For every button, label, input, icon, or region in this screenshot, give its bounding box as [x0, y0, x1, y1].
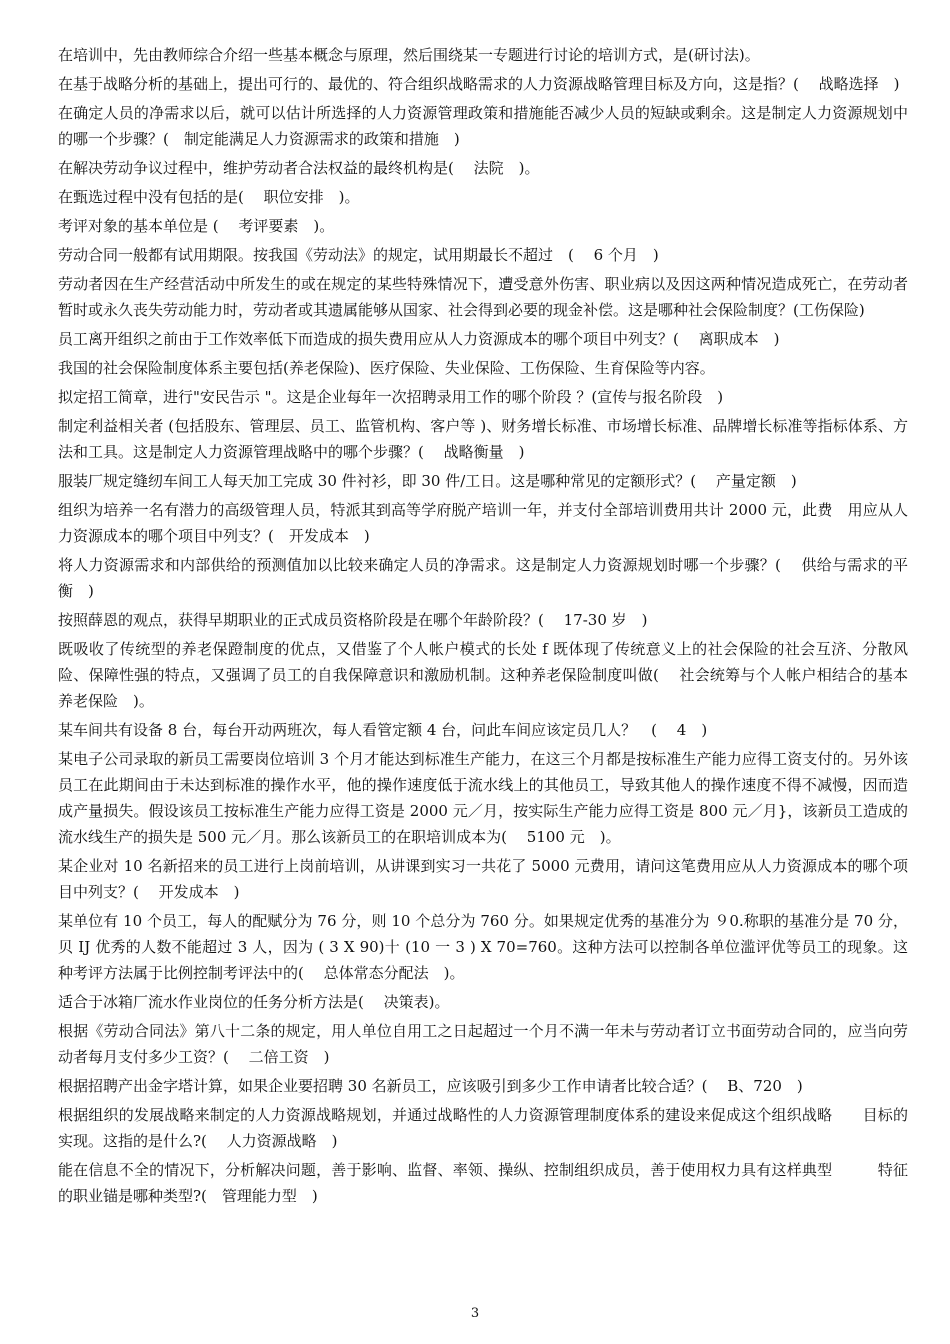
question-19: 某电子公司录取的新员工需要岗位培训 3 个月才能达到标准生产能力，在这三个月都是按标准生产能力应得工资支付的。另外该员工在此期间由于未达到标准的操作水平，他的操作速度低于流水线上的其他员工，导致其他人的操作速度不得不减慢，因而造成产量损失。假设该员工按标准生产能力应得工资是 2000 元／月，按实际生产能力应得工资是 800 元／月}，该新员工造成的流水线生产的损失是 500 元／月。那么该新员工的在职培训成本为( 5100 元 )。 [58, 750, 908, 846]
question-13: 服装厂规定缝纫车间工人每天加工完成 30 件衬衫，即 30 件/工日。这是哪种常见的定额形式？( 产量定额 ) [58, 472, 797, 490]
question-3: 在确定人员的净需求以后，就可以估计所选择的人力资源管理政策和措施能否减少人员的短缺或剩余。这是制定人力资源规划中的哪一个步骤？( 制定能满足人力资源需求的政策和措施 ) [58, 104, 908, 148]
question-20: 某企业对 10 名新招来的员工进行上岗前培训，从讲课到实习一共花了 5000 元费用，请问这笔费用应从人力资源成本的哪个项目中列支？( 开发成本 ) [58, 857, 908, 901]
question-8: 劳动者因在生产经营活动中所发生的或在规定的某些特殊情况下，遭受意外伤害、职业病以及因这两种情况造成死亡，在劳动者暂时或永久丧失劳动能力时，劳动者或其遗属能够从国家、社会得到必要的现金补偿。这是哪种社会保险制度？(工伤保险) [58, 275, 908, 319]
question-24: 根据招聘产出金字塔计算，如果企业要招聘 30 名新员工，应该吸引到多少工作申请者比较合适？( B、720 ) [58, 1077, 803, 1095]
question-2: 在基于战略分析的基础上，提出可行的、最优的、符合组织战略需求的人力资源战略管理目标及方向，这是指？( 战略选择 ) [58, 75, 900, 93]
page-number: 3 [470, 1306, 480, 1321]
question-18: 某车间共有设备 8 台，每台开动两班次，每人看管定额 4 台，问此车间应该定员几人？ ( 4 ) [58, 721, 708, 739]
question-4: 在解决劳动争议过程中，维护劳动者合法权益的最终机构是( 法院 )。 [58, 159, 540, 177]
question-17: 既吸收了传统型的养老保蹬制度的优点，又借鉴了个人帐户模式的长处 f 既体现了传统意义上的社会保险的社会互济、分散风险、保障性强的特点，又强调了员工的自我保障意识和激励机制。这种养老保险制度叫做( 社会统筹与个人帐户相结合的基本养老保险 )。 [58, 640, 908, 710]
question-10: 我国的社会保险制度体系主要包括(养老保险)、医疗保险、失业保险、工伤保险、生育保险等内容。 [58, 359, 715, 377]
question-12: 制定利益相关者 (包括股东、管理层、员工、监管机构、客户等 )、财务增长标准、市场增长标准、品牌增长标准等指标体系、方法和工具。这是制定人力资源管理战略中的哪个步骤？( 战略衡量 ) [58, 417, 908, 461]
question-16: 按照薛恩的观点，获得早期职业的正式成员资格阶段是在哪个年龄阶段？( 17-30 岁 ) [58, 611, 648, 629]
question-25: 根据组织的发展战略来制定的人力资源战略规划，并通过战略性的人力资源管理制度体系的建设来促成这个组织战略 目标的实现。这指的是什么?( 人力资源战略 ) [58, 1106, 908, 1150]
question-6: 考评对象的基本单位是 ( 考评要素 )。 [58, 217, 335, 235]
question-21: 某单位有 10 个员工，每人的配赋分为 76 分，则 10 个总分为 760 分。如果规定优秀的基准分为 ９0.称职的基准分是 70 分，贝 IJ 优秀的人数不能超过 3 人，因为 ( 3 X 90)十 (10 一 3 ) X 70=760。这种方法可以控制各单位滥评优等员工的现象。这种考评方法属于比例控制考评法中的( 总体常态分配法 )。 [58, 912, 908, 982]
question-14: 组织为培养一名有潜力的高级管理人员，特派其到高等学府脱产培训一年，并支付全部培训费用共计 2000 元，此费 用应从人力资源成本的哪个项目中列支？( 开发成本 ) [58, 501, 908, 545]
question-list [58, 42, 908, 1212]
question-9: 员工离开组织之前由于工作效率低下而造成的损失费用应从人力资源成本的哪个项目中列支？( 离职成本 ) [58, 330, 780, 348]
question-7: 劳动合同一般都有试用期限。按我国《劳动法》的规定，试用期最长不超过 ( 6 个月 ) [58, 246, 659, 264]
question-15: 将人力资源需求和内部供给的预测值加以比较来确定人员的净需求。这是制定人力资源规划时哪一个步骤？( 供给与需求的平衡 ) [58, 556, 908, 600]
question-26: 能在信息不全的情况下，分析解决问题，善于影响、监督、率领、操纵、控制组织成员，善于使用权力具有这样典型 特征的职业锚是哪种类型?( 管理能力型 ) [58, 1161, 908, 1205]
question-23: 根据《劳动合同法》第八十二条的规定，用人单位自用工之日起超过一个月不满一年未与劳动者订立书面劳动合同的，应当向劳动者每月支付多少工资？( 二倍工资 ) [58, 1022, 908, 1066]
question-1: 在培训中，先由教师综合介绍一些基本概念与原理，然后围绕某一专题进行讨论的培训方式，是(研讨法)。 [58, 46, 760, 64]
question-11: 拟定招工简章，进行"安民告示 "。这是企业每年一次招聘录用工作的哪个阶段 ？(宣传与报名阶段 ) [58, 388, 724, 406]
question-5: 在甄选过程中没有包括的是( 职位安排 )。 [58, 188, 360, 206]
question-22: 适合于冰箱厂流水作业岗位的任务分析方法是( 决策表)。 [58, 993, 450, 1011]
